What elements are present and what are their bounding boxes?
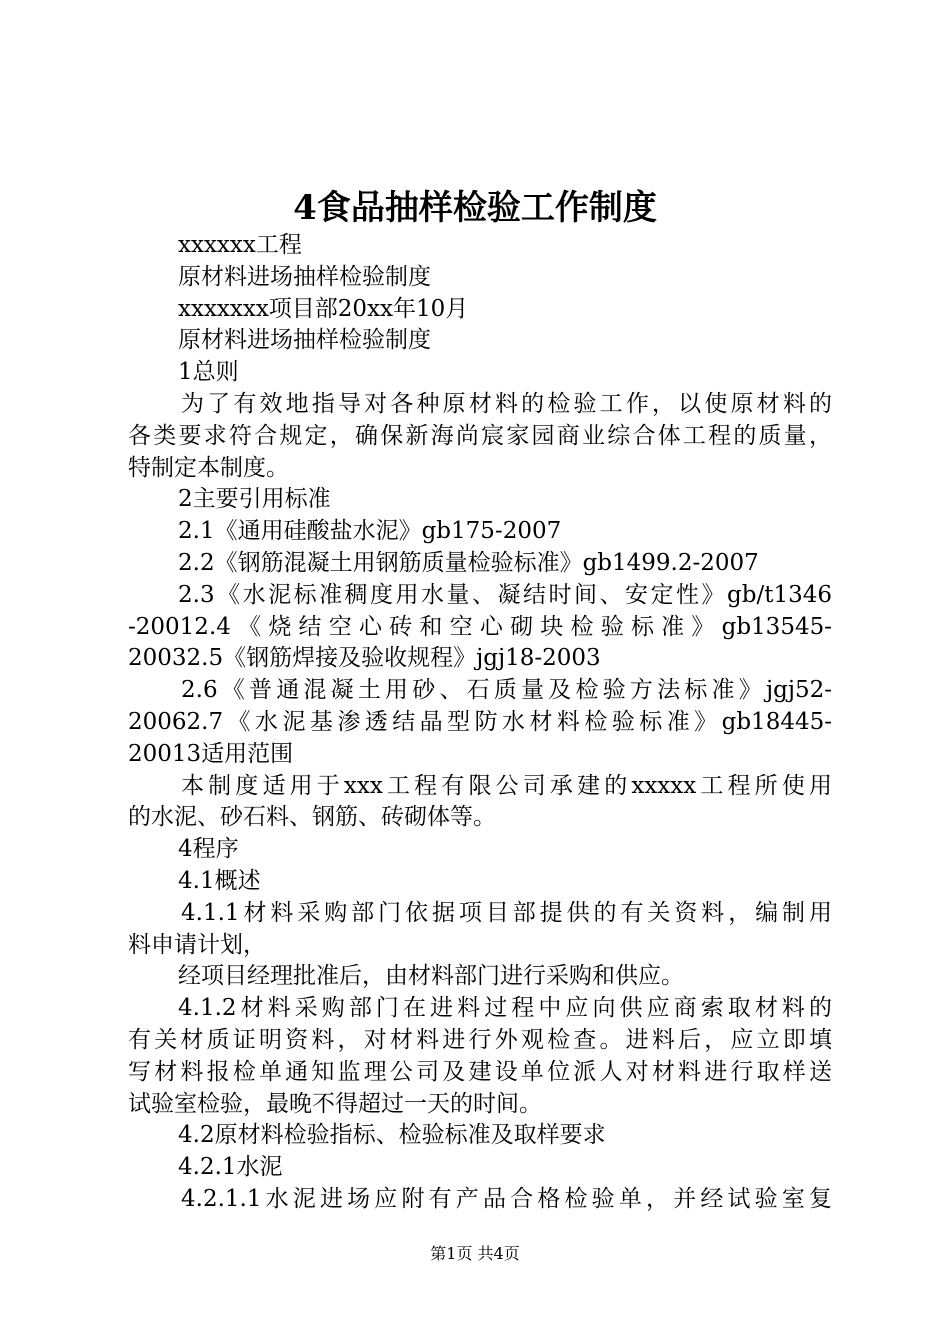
text-line: 写材料报检单通知监理公司及建设单位派人对材料进行取样送 bbox=[128, 1058, 832, 1085]
text-line: 4.2.1水泥 bbox=[178, 1154, 283, 1181]
text-line: 20032.5《钢筋焊接及验收规程》jgj18-2003 bbox=[128, 645, 601, 672]
text-line: 4程序 bbox=[178, 836, 239, 863]
text-line: 2.3《水泥标准稠度用水量、凝结时间、安定性》gb/t1346 bbox=[178, 581, 832, 608]
text-line: 的水泥、砂石料、钢筋、砖砌体等。 bbox=[128, 804, 496, 831]
text-line: 特制定本制度。 bbox=[128, 454, 289, 481]
text-line: 4.1.2材料采购部门在进料过程中应向供应商索取材料的 bbox=[178, 995, 832, 1022]
text-line: 各类要求符合规定，确保新海尚宸家园商业综合体工程的质量， bbox=[128, 422, 832, 449]
text-line: 4.2原材料检验指标、检验标准及取样要求 bbox=[178, 1122, 606, 1149]
page-footer: 第1页 共4页 bbox=[430, 1244, 520, 1263]
document-body bbox=[128, 230, 832, 1216]
text-line: 4.2.1.1水泥进场应附有产品合格检验单，并经试验室复 bbox=[181, 1185, 832, 1212]
text-line: 有关材质证明资料，对材料进行外观检查。进料后，应立即填 bbox=[128, 1026, 832, 1053]
text-line: 原材料进场抽样检验制度 bbox=[178, 263, 431, 290]
text-line: 料申请计划， bbox=[128, 931, 266, 958]
text-line: 原材料进场抽样检验制度 bbox=[178, 327, 431, 354]
text-line: 2.6《普通混凝土用砂、石质量及检验方法标准》jgj52- bbox=[181, 677, 832, 704]
text-line: 20062.7《水泥基渗透结晶型防水材料检验标准》gb18445- bbox=[128, 708, 832, 735]
text-line: 2.1《通用硅酸盐水泥》gb175-2007 bbox=[178, 518, 562, 545]
text-line: 20013适用范围 bbox=[128, 740, 294, 767]
text-line: 为了有效地指导对各种原材料的检验工作，以使原材料的 bbox=[181, 390, 832, 417]
text-line: 4.1概述 bbox=[178, 867, 261, 894]
text-line: 经项目经理批准后，由材料部门进行采购和供应。 bbox=[178, 963, 684, 990]
text-line: 1总则 bbox=[178, 359, 239, 386]
document-title: 4食品抽样检验工作制度 bbox=[293, 188, 657, 228]
text-line: -20012.4《烧结空心砖和空心砌块检验标准》gb13545- bbox=[128, 613, 832, 640]
text-line: 2.2《钢筋混凝土用钢筋质量检验标准》gb1499.2-2007 bbox=[178, 549, 759, 576]
text-line: 本制度适用于xxx工程有限公司承建的xxxxx工程所使用 bbox=[181, 772, 832, 799]
text-line: xxxxxxx项目部20xx年10月 bbox=[178, 295, 469, 322]
text-line: 4.1.1材料采购部门依据项目部提供的有关资料，编制用 bbox=[181, 899, 832, 926]
text-line: 2主要引用标准 bbox=[178, 486, 331, 513]
text-line: xxxxxx工程 bbox=[178, 232, 302, 258]
text-line: 试验室检验，最晚不得超过一天的时间。 bbox=[128, 1090, 542, 1117]
